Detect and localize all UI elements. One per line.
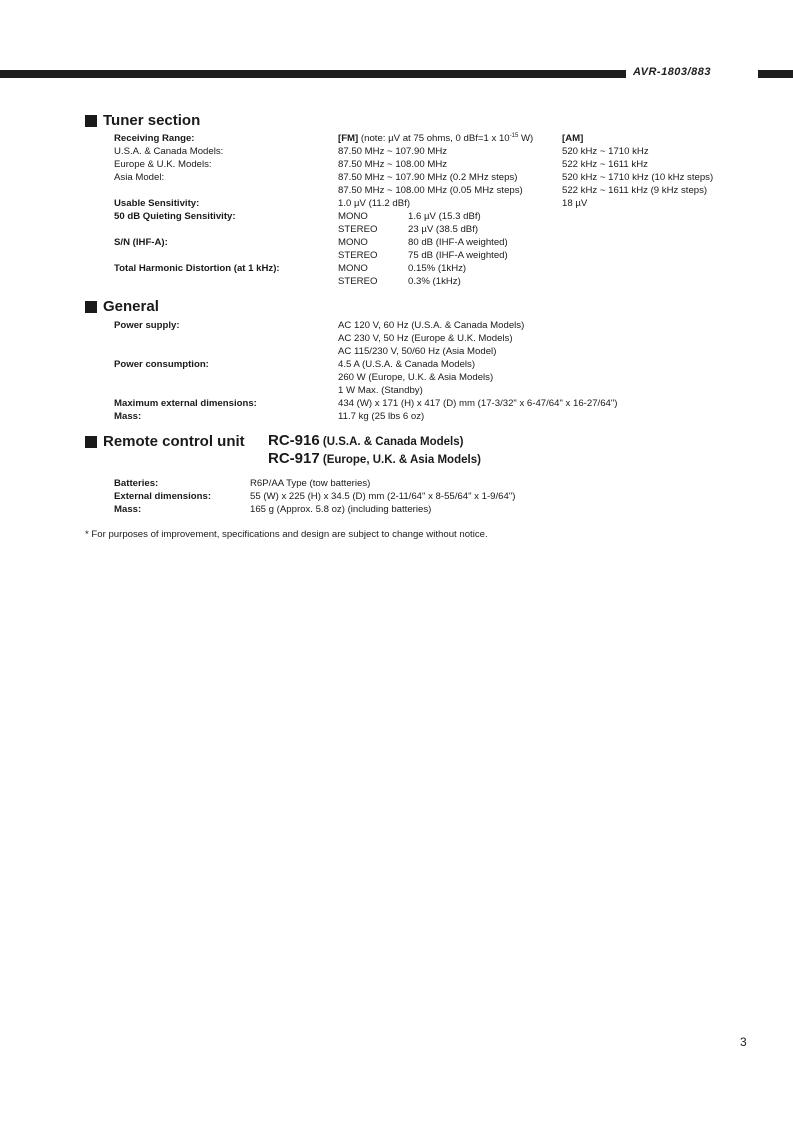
power-supply-value-1: AC 120 V, 60 Hz (U.S.A. & Canada Models) bbox=[338, 320, 525, 331]
remote-model-1-regions: (U.S.A. & Canada Models) bbox=[319, 436, 464, 448]
external-dimensions-value: 55 (W) x 225 (H) x 34.5 (D) mm (2-11/64" x 8-55/64" x 1-9/64") bbox=[250, 491, 516, 502]
sn-mono-mode: MONO bbox=[338, 237, 368, 248]
external-dimensions-label: External dimensions: bbox=[114, 491, 212, 502]
header-rule-right bbox=[758, 70, 793, 78]
europe-label: Europe & U.K. Models: bbox=[114, 159, 212, 170]
fm-note: (note: µV at 75 ohms, 0 dBf=1 x 10 bbox=[358, 133, 510, 144]
europe-fm-range: 87.50 MHz ~ 108.00 MHz bbox=[338, 159, 448, 170]
fm-tag: [FM] bbox=[338, 133, 359, 144]
fm-header bbox=[338, 132, 533, 145]
thd-stereo-value: 0.3% (1kHz) bbox=[408, 276, 461, 287]
mass-label: Mass: bbox=[114, 411, 142, 422]
europe-am-range: 522 kHz ~ 1611 kHz bbox=[562, 159, 648, 170]
square-bullet-icon bbox=[85, 436, 97, 448]
mass-value: 11.7 kg (25 lbs 6 oz) bbox=[338, 411, 425, 422]
receiving-range-label: Receiving Range: bbox=[114, 133, 195, 144]
power-consumption-value-1: 4.5 A (U.S.A. & Canada Models) bbox=[338, 359, 476, 370]
power-supply-label: Power supply: bbox=[114, 320, 180, 331]
remote-mass-label: Mass: bbox=[114, 504, 142, 515]
sn-label: S/N (IHF-A): bbox=[114, 237, 168, 248]
remote-model-2 bbox=[268, 450, 481, 467]
thd-mono-mode: MONO bbox=[338, 263, 368, 274]
header-rule-left bbox=[0, 70, 626, 78]
tuner-section-heading bbox=[85, 112, 200, 129]
sn-stereo-value: 75 dB (IHF-A weighted) bbox=[408, 250, 508, 261]
quieting-stereo-value: 23 µV (38.5 dBf) bbox=[408, 224, 479, 235]
square-bullet-icon bbox=[85, 301, 97, 313]
tuner-heading-text: Tuner section bbox=[103, 112, 201, 129]
power-consumption-value-3: 1 W Max. (Standby) bbox=[338, 385, 423, 396]
remote-model-2-name: RC-917 bbox=[268, 450, 320, 467]
usable-sensitivity-fm: 1.0 µV (11.2 dBf) bbox=[338, 198, 411, 209]
sn-stereo-mode: STEREO bbox=[338, 250, 378, 261]
asia-fm-range-2: 87.50 MHz ~ 108.00 MHz (0.05 MHz steps) bbox=[338, 185, 523, 196]
page-number: 3 bbox=[740, 1035, 747, 1049]
remote-model-1 bbox=[268, 432, 463, 449]
asia-label: Asia Model: bbox=[114, 172, 165, 183]
max-dimensions-label: Maximum external dimensions: bbox=[114, 398, 257, 409]
fm-note-exponent: -15 bbox=[509, 133, 519, 139]
usa-label: U.S.A. & Canada Models: bbox=[114, 146, 224, 157]
asia-fm-range-1: 87.50 MHz ~ 107.90 MHz (0.2 MHz steps) bbox=[338, 172, 518, 183]
remote-section-heading bbox=[85, 433, 245, 450]
footnote: * For purposes of improvement, specifications and design are subject to change without notice. bbox=[85, 529, 488, 540]
batteries-label: Batteries: bbox=[114, 478, 159, 489]
general-heading-text: General bbox=[103, 298, 159, 315]
thd-label: Total Harmonic Distortion (at 1 kHz): bbox=[114, 263, 280, 274]
usa-fm-range: 87.50 MHz ~ 107.90 MHz bbox=[338, 146, 448, 157]
batteries-value: R6P/AA Type (tow batteries) bbox=[250, 478, 371, 489]
quieting-mono-mode: MONO bbox=[338, 211, 368, 222]
asia-am-range-2: 522 kHz ~ 1611 kHz (9 kHz steps) bbox=[562, 185, 708, 196]
remote-mass-value: 165 g (Approx. 5.8 oz) (including batteries) bbox=[250, 504, 432, 515]
power-supply-value-2: AC 230 V, 50 Hz (Europe & U.K. Models) bbox=[338, 333, 513, 344]
remote-model-1-name: RC-916 bbox=[268, 432, 320, 449]
power-supply-value-3: AC 115/230 V, 50/60 Hz (Asia Model) bbox=[338, 346, 497, 357]
usable-sensitivity-label: Usable Sensitivity: bbox=[114, 198, 200, 209]
thd-mono-value: 0.15% (1kHz) bbox=[408, 263, 467, 274]
power-consumption-value-2: 260 W (Europe, U.K. & Asia Models) bbox=[338, 372, 494, 383]
thd-stereo-mode: STEREO bbox=[338, 276, 378, 287]
sn-mono-value: 80 dB (IHF-A weighted) bbox=[408, 237, 508, 248]
usable-sensitivity-am: 18 µV bbox=[562, 198, 588, 209]
power-consumption-label: Power consumption: bbox=[114, 359, 209, 370]
max-dimensions-value: 434 (W) x 171 (H) x 417 (D) mm (17-3/32" x 6-47/64" x 16-27/64") bbox=[338, 398, 618, 409]
am-header: [AM] bbox=[562, 133, 584, 144]
asia-am-range-1: 520 kHz ~ 1710 kHz (10 kHz steps) bbox=[562, 172, 714, 183]
fm-note-end: W) bbox=[518, 133, 534, 144]
square-bullet-icon bbox=[85, 115, 97, 127]
remote-model-2-regions: (Europe, U.K. & Asia Models) bbox=[319, 454, 481, 466]
quieting-stereo-mode: STEREO bbox=[338, 224, 378, 235]
general-section-heading bbox=[85, 298, 159, 315]
quieting-sensitivity-label: 50 dB Quieting Sensitivity: bbox=[114, 211, 236, 222]
quieting-mono-value: 1.6 µV (15.3 dBf) bbox=[408, 211, 481, 222]
usa-am-range: 520 kHz ~ 1710 kHz bbox=[562, 146, 649, 157]
model-title: AVR-1803/883 bbox=[633, 66, 711, 78]
remote-heading-text: Remote control unit bbox=[103, 433, 245, 450]
